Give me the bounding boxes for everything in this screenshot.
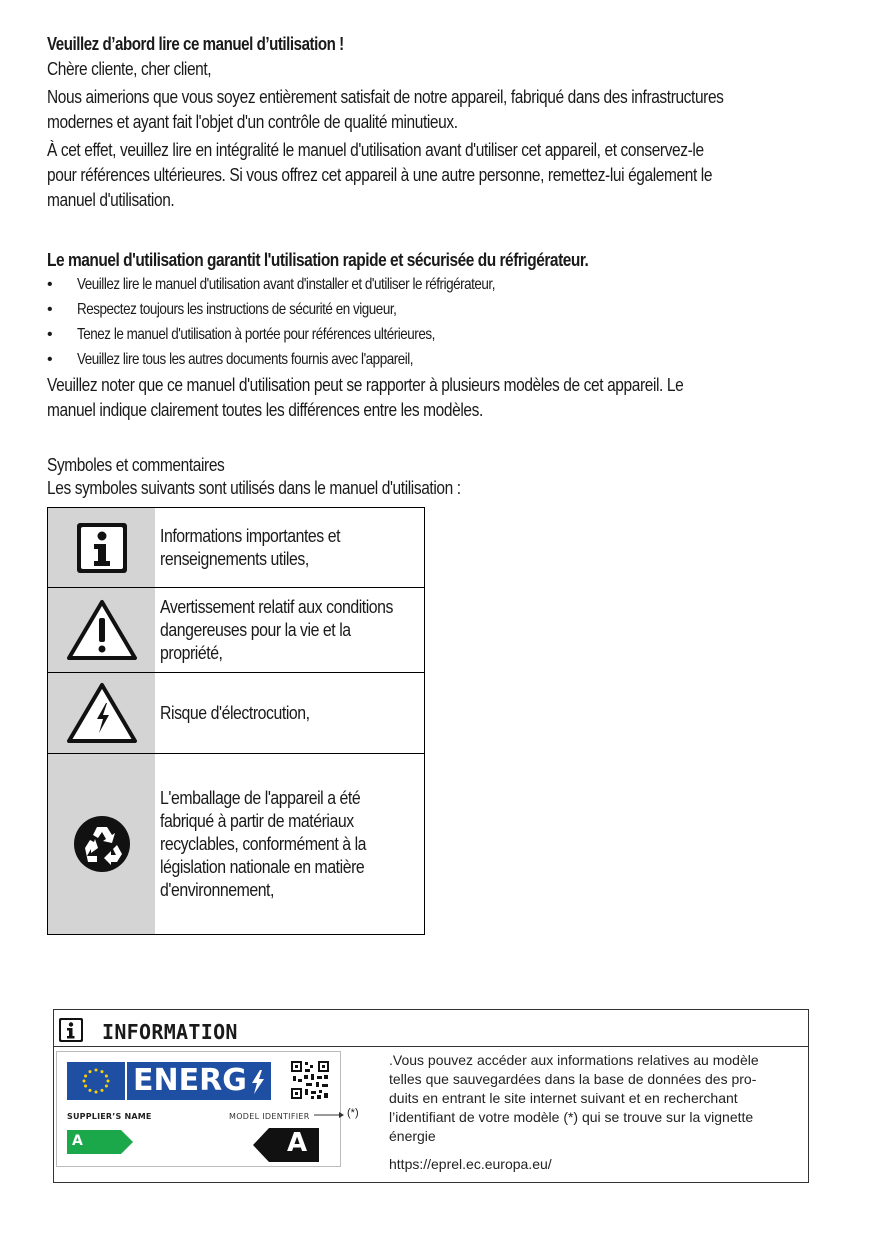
symbol-text-line: L'emballage de l'appareil a été	[160, 787, 361, 808]
symbol-cell	[48, 754, 155, 934]
eprel-link[interactable]: https://eprel.ec.europa.eu/	[389, 1156, 552, 1172]
symbol-text-line: fabriqué à partir de matériaux	[160, 810, 354, 831]
greeting-text: Chère cliente, cher client,	[47, 59, 212, 79]
bullet-text: Veuillez lire le manuel d'utilisation avant d'installer et d'utiliser le réfrigérateur,	[77, 276, 495, 293]
symbol-text-line: législation nationale en matière	[160, 856, 365, 877]
info-icon	[58, 1017, 84, 1043]
bullet-mark: •	[47, 326, 53, 343]
list-item	[47, 272, 827, 297]
guarantee-heading: Le manuel d'utilisation garantit l'utilisation rapide et sécurisée du réfrigérateur.	[47, 250, 589, 270]
information-title: INFORMATION	[102, 1020, 238, 1044]
lightning-icon	[251, 1070, 265, 1094]
symbols-table	[47, 507, 425, 935]
symbol-row-info	[48, 508, 424, 588]
supplier-name-label: SUPPLIER’S NAME	[67, 1112, 152, 1121]
information-box	[53, 1009, 809, 1183]
model-marker: (*)	[347, 1107, 359, 1119]
eu-flag-icon	[67, 1062, 125, 1100]
bullet-mark: •	[47, 351, 53, 368]
info-text-line: .Vous pouvez accéder aux informations relatives au modèle	[389, 1052, 759, 1068]
bullet-text: Respectez toujours les instructions de sécurité en vigueur,	[77, 301, 397, 318]
list-item	[47, 347, 827, 372]
energy-class-left: A	[72, 1133, 83, 1149]
bullet-mark: •	[47, 276, 53, 293]
note-line: Veuillez noter que ce manuel d'utilisation peut se rapporter à plusieurs modèles de cet appareil. Le	[47, 375, 684, 395]
symbols-title: Symboles et commentaires	[47, 455, 225, 475]
note-line: manuel indique clairement toutes les différences entre les modèles.	[47, 400, 483, 420]
energy-class-right: A	[287, 1128, 308, 1158]
info-text-line: énergie	[389, 1128, 436, 1144]
info-text-line: l’identifiant de votre modèle (*) qui se trouve sur la vignette	[389, 1109, 754, 1125]
symbol-description	[155, 588, 425, 672]
bullet-mark: •	[47, 301, 53, 318]
info-icon	[75, 521, 129, 575]
list-item	[47, 297, 827, 322]
list-item	[47, 322, 827, 347]
symbol-text-line: recyclables, conformément à la	[160, 833, 367, 854]
intro-paragraph-line: manuel d'utilisation.	[47, 190, 175, 210]
symbol-description	[155, 754, 394, 934]
symbol-text-line: Informations importantes et	[160, 525, 341, 546]
intro-heading: Veuillez d’abord lire ce manuel d’utilisation !	[47, 34, 344, 54]
symbol-cell	[48, 588, 155, 672]
intro-paragraph-line: modernes et ayant fait l'objet d'un contrôle de qualité minutieux.	[47, 112, 458, 132]
energy-wordmark	[127, 1062, 271, 1100]
symbol-text-line: dangereuses pour la vie et la	[160, 619, 351, 640]
symbol-text-line: d'environnement,	[160, 879, 274, 900]
information-text	[389, 1051, 799, 1146]
symbol-row-warning	[48, 588, 424, 673]
warning-icon	[66, 598, 138, 662]
symbol-row-electric	[48, 673, 424, 754]
bullet-text: Veuillez lire tous les autres documents fournis avec l'appareil,	[77, 351, 414, 368]
bullet-text: Tenez le manuel d'utilisation à portée pour références ultérieures,	[77, 326, 435, 343]
energy-brand: ENERG	[133, 1063, 247, 1098]
model-identifier-label: MODEL IDENTIFIER	[229, 1112, 310, 1121]
intro-paragraph-line: Nous aimerions que vous soyez entièrement satisfait de notre appareil, fabriqué dans des infrastructures	[47, 87, 724, 107]
symbol-text-line: Avertissement relatif aux conditions	[160, 596, 394, 617]
symbol-text-line: renseignements utiles,	[160, 548, 309, 569]
symbol-text-line: Risque d'électrocution,	[160, 702, 310, 723]
symbol-description	[155, 508, 365, 587]
energy-class-indicator	[253, 1128, 319, 1162]
symbol-text-line: propriété,	[160, 642, 223, 663]
symbol-cell	[48, 508, 155, 587]
info-text-line: telles que sauvegardées dans la base de données des pro-	[389, 1071, 757, 1087]
symbols-intro: Les symboles suivants sont utilisés dans le manuel d'utilisation :	[47, 478, 461, 498]
energy-label	[56, 1051, 341, 1167]
intro-paragraph-line: À cet effet, veuillez lire en intégralité le manuel d'utilisation avant d'utiliser cet appareil, et conservez-le	[47, 140, 704, 160]
info-text-line: duits en entrant le site internet suivant et en recherchant	[389, 1090, 738, 1106]
electric-shock-icon	[66, 681, 138, 745]
intro-paragraph-line: pour références ultérieures. Si vous offrez cet appareil à une autre personne, remettez-lui également le	[47, 165, 713, 185]
qr-code-icon	[290, 1060, 330, 1100]
symbol-description	[155, 673, 330, 753]
symbol-cell	[48, 673, 155, 753]
guarantee-bullet-list	[47, 272, 827, 372]
recycle-icon	[73, 815, 131, 873]
pointer-arrow-icon	[314, 1110, 344, 1120]
divider	[54, 1046, 808, 1047]
symbol-row-recycle	[48, 754, 424, 934]
